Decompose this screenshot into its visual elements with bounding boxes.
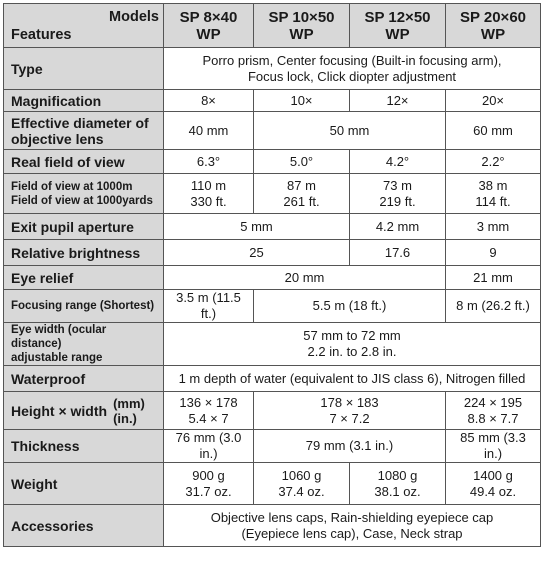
row-relative-brightness (4, 240, 541, 266)
value-fov-8x40 (164, 174, 254, 214)
value-hw-10x50-12x50 (254, 392, 446, 430)
unit-mm: (mm) (113, 395, 145, 411)
row-weight (4, 463, 541, 505)
value-thickness-20x60: 85 mm (3.3 in.) (446, 430, 541, 463)
label-type: Type (4, 48, 164, 90)
value-type-line2: Focus lock, Click diopter adjustment (247, 68, 457, 84)
label-magnification: Magnification (4, 90, 164, 112)
label-objective-diameter (4, 112, 164, 150)
weight-oz: 31.7 oz. (185, 483, 232, 499)
header-row (4, 4, 541, 48)
value-accessories (164, 505, 541, 547)
accessories-line2: (Eyepiece lens cap), Case, Neck strap (241, 525, 463, 541)
model-name: SP 12×50 (364, 8, 431, 26)
weight-g: 1400 g (473, 467, 513, 483)
height-width-units (113, 396, 145, 426)
label-waterproof: Waterproof (4, 366, 164, 392)
value-weight-10x50 (254, 463, 350, 505)
model-header-sp8x40 (164, 4, 254, 48)
label-line: Field of view at 1000yards (11, 194, 153, 207)
height-width-label: Height × width (11, 402, 108, 419)
hw-in: 7 × 7.2 (329, 410, 370, 426)
hw-in: 5.4 × 7 (188, 410, 229, 426)
model-name: SP 20×60 (459, 8, 527, 26)
model-header-sp20x60 (446, 4, 541, 48)
row-eye-width (4, 323, 541, 366)
value-waterproof: 1 m depth of water (equivalent to JIS class 6), Nitrogen filled (164, 366, 541, 392)
label-height-width (4, 392, 164, 430)
value-real-fov-20x60: 2.2° (446, 150, 541, 174)
value-objective-10x50-12x50: 50 mm (254, 112, 446, 150)
value-real-fov-12x50: 4.2° (350, 150, 446, 174)
value-weight-8x40 (164, 463, 254, 505)
label-line: Eye width (ocular distance) (11, 324, 107, 350)
value-magnification-12x50: 12× (350, 90, 446, 112)
row-objective-diameter (4, 112, 541, 150)
label-real-fov: Real field of view (4, 150, 164, 174)
weight-oz: 38.1 oz. (374, 483, 421, 499)
label-thickness: Thickness (4, 430, 164, 463)
value-eye-width (164, 323, 541, 366)
spec-table (3, 3, 541, 547)
value-real-fov-8x40: 6.3° (164, 150, 254, 174)
value-fov-12x50 (350, 174, 446, 214)
value-thickness-8x40: 76 mm (3.0 in.) (164, 430, 254, 463)
eye-width-in: 2.2 in. to 2.8 in. (307, 344, 397, 359)
fov-m: 110 m (190, 177, 227, 193)
label-focusing-range: Focusing range (Shortest) (4, 290, 164, 323)
label-accessories: Accessories (4, 505, 164, 547)
value-objective-20x60: 60 mm (446, 112, 541, 150)
label-eye-width (4, 323, 164, 366)
fov-m: 73 m (383, 177, 412, 193)
model-suffix: WP (289, 25, 314, 43)
weight-g: 1080 g (377, 467, 418, 483)
value-focusing-20x60: 8 m (26.2 ft.) (446, 290, 541, 323)
value-weight-12x50 (350, 463, 446, 505)
row-exit-pupil (4, 214, 541, 240)
row-thickness (4, 430, 541, 463)
value-thickness-10x50-12x50: 79 mm (3.1 in.) (254, 430, 446, 463)
weight-g: 1060 g (281, 467, 322, 483)
row-accessories (4, 505, 541, 547)
row-eye-relief (4, 266, 541, 290)
value-brightness-8x40-10x50: 25 (164, 240, 350, 266)
fov-m: 87 m (287, 177, 316, 193)
model-name: SP 10×50 (268, 8, 335, 26)
value-eye-relief-8x40-12x50: 20 mm (164, 266, 446, 290)
value-hw-20x60 (446, 392, 541, 430)
value-exit-pupil-8x40-10x50: 5 mm (164, 214, 350, 240)
label-field-of-view (4, 174, 164, 214)
value-real-fov-10x50: 5.0° (254, 150, 350, 174)
models-label: Models (109, 8, 159, 25)
label-weight: Weight (4, 463, 164, 505)
weight-oz: 49.4 oz. (469, 483, 517, 499)
label-eye-relief: Eye relief (4, 266, 164, 290)
value-fov-10x50 (254, 174, 350, 214)
value-type-line1: Porro prism, Center focusing (Built-in focusing arm), (202, 52, 502, 68)
value-hw-8x40 (164, 392, 254, 430)
label-relative-brightness: Relative brightness (4, 240, 164, 266)
model-header-sp12x50 (350, 4, 446, 48)
hw-in: 8.8 × 7.7 (467, 410, 519, 426)
label-exit-pupil: Exit pupil aperture (4, 214, 164, 240)
value-brightness-20x60: 9 (446, 240, 541, 266)
fov-ft: 261 ft. (283, 193, 320, 209)
hw-mm: 224 × 195 (463, 394, 523, 410)
accessories-line1: Objective lens caps, Rain-shielding eyepiece cap (210, 509, 494, 525)
value-objective-8x40: 40 mm (164, 112, 254, 150)
label-line: Field of view at 1000m (11, 180, 133, 193)
weight-g: 900 g (192, 467, 225, 483)
label-line: adjustable range (11, 352, 103, 364)
hw-mm: 136 × 178 (179, 394, 238, 410)
features-label: Features (11, 26, 72, 43)
fov-ft: 330 ft. (190, 193, 227, 209)
value-exit-pupil-12x50: 4.2 mm (350, 214, 446, 240)
label-line: Effective diameter of (11, 114, 149, 131)
row-focusing-range (4, 290, 541, 323)
row-type (4, 48, 541, 90)
fov-ft: 219 ft. (379, 193, 416, 209)
model-name: SP 8×40 (179, 8, 238, 26)
value-eye-relief-20x60: 21 mm (446, 266, 541, 290)
fov-m: 38 m (478, 177, 508, 193)
value-weight-20x60 (446, 463, 541, 505)
fov-ft: 114 ft. (475, 193, 511, 209)
value-type (164, 48, 541, 90)
row-waterproof (4, 366, 541, 392)
value-exit-pupil-20x60: 3 mm (446, 214, 541, 240)
corner-header-cell (4, 4, 164, 48)
eye-width-mm: 57 mm to 72 mm (303, 328, 401, 343)
value-focusing-8x40: 3.5 m (11.5 ft.) (164, 290, 254, 323)
value-fov-20x60 (446, 174, 541, 214)
value-magnification-10x50: 10× (254, 90, 350, 112)
value-magnification-20x60: 20× (446, 90, 541, 112)
model-suffix: WP (196, 25, 221, 43)
model-suffix: WP (385, 25, 410, 43)
value-brightness-12x50: 17.6 (350, 240, 446, 266)
weight-oz: 37.4 oz. (278, 483, 325, 499)
row-magnification (4, 90, 541, 112)
row-real-fov (4, 150, 541, 174)
model-suffix: WP (480, 25, 506, 43)
model-header-sp10x50 (254, 4, 350, 48)
row-field-of-view (4, 174, 541, 214)
unit-in: (in.) (113, 410, 137, 426)
label-line: objective lens (11, 130, 104, 147)
hw-mm: 178 × 183 (320, 394, 379, 410)
value-magnification-8x40: 8× (164, 90, 254, 112)
row-height-width (4, 392, 541, 430)
value-focusing-10x50-12x50: 5.5 m (18 ft.) (254, 290, 446, 323)
